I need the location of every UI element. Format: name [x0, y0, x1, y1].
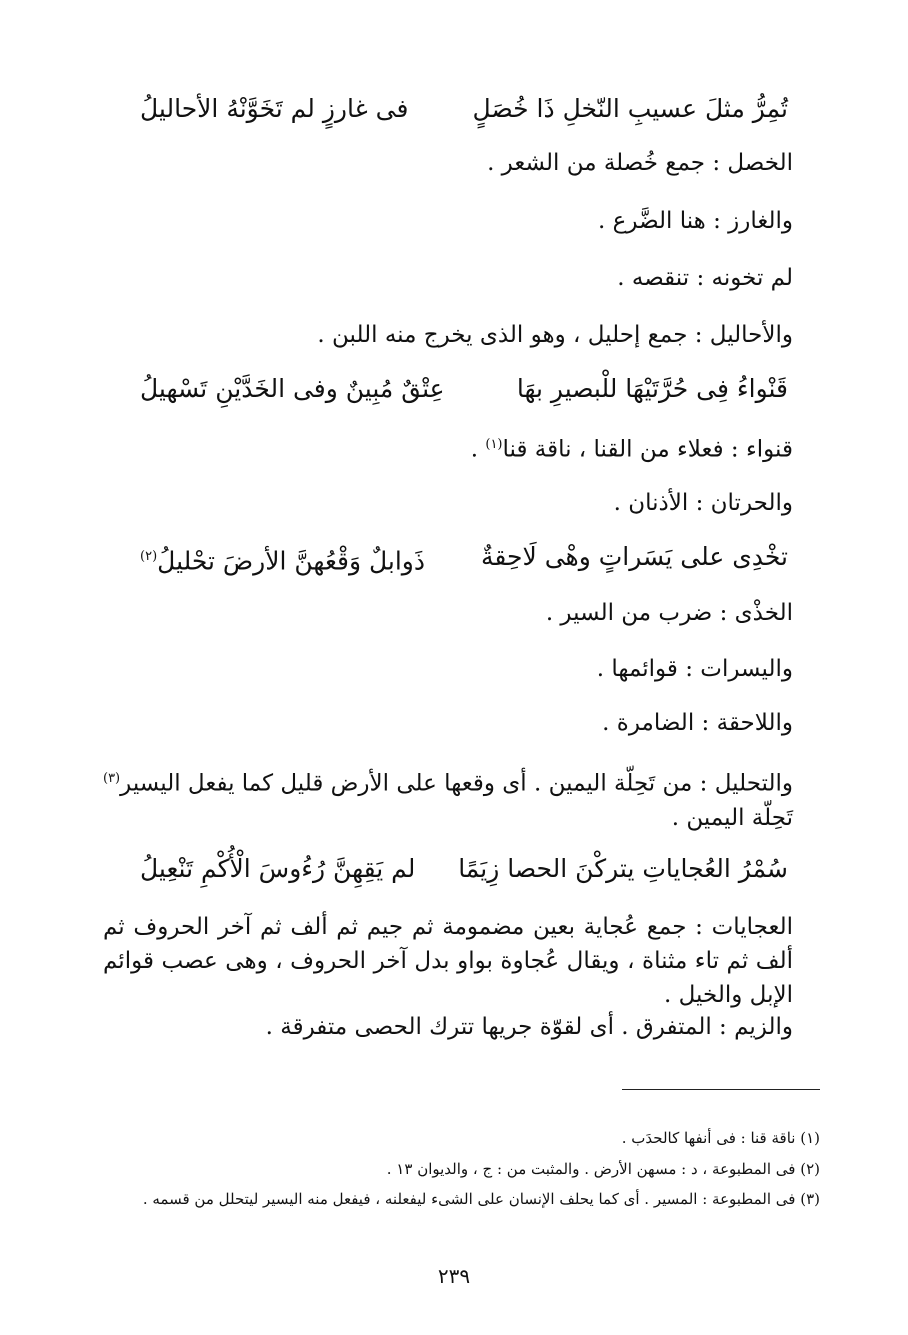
verse-3-second-hemistich — [140, 540, 425, 578]
verse-1-second-hemistich: فى غارزٍ لم تَخَوَّنْهُ الأحاليلُ — [140, 94, 409, 123]
verse-2-second-hemistich: عِتْقٌ مُبِينٌ وفى الخَدَّيْنِ تَسْهيلُ — [140, 374, 445, 403]
footnote-ref-3[interactable]: (٣) — [102, 771, 121, 786]
verse-2-first-hemistich: قَنْواءُ فِى حُرَّتَيْهَا للْبصيرِ بهَا — [516, 374, 788, 403]
verse-1 — [0, 92, 908, 126]
footnote-ref-1[interactable]: (١) — [485, 437, 503, 452]
gloss-line: والأحاليل : جمع إحليل ، وهو الذى يخرج منه اللبن . — [317, 322, 793, 348]
gloss-line: واللاحقة : الضامرة . — [602, 710, 793, 736]
gloss-text: قنواء : فعلاء من القنا ، ناقة قنا — [502, 436, 793, 463]
gloss-line: الخصل : جمع خُصلة من الشعر . — [487, 150, 793, 176]
footnote-1: (١) ناقة قنا : فى أنفها كالحدَب . — [621, 1129, 820, 1147]
footnote-2: (٢) فى المطبوعة ، د : مسهن الأرض . والمثبت من : ج ، والديوان ١٣ . — [386, 1160, 820, 1178]
footnote-3: (٣) فى المطبوعة : المسير . أى كما يحلف الإنسان على الشىء ليفعلنه ، فيفعل منه اليسير ليتحلل من قسمه . — [142, 1190, 820, 1208]
verse-3 — [0, 540, 908, 574]
page-number: ٢٣٩ — [437, 1264, 471, 1288]
gloss-line: والغارز : هنا الضَّرع . — [598, 208, 793, 234]
gloss-line: واليسرات : قوائمها . — [596, 656, 793, 682]
paragraph-tail: تَحِلّة اليمين . — [671, 804, 793, 831]
verse-1-first-hemistich: تُمِرُّ مثلَ عسيبِ النّخلِ ذَا خُصَلٍ — [472, 94, 788, 123]
footnote-separator — [622, 1089, 820, 1090]
gloss-line — [471, 430, 793, 465]
verse-4-second-hemistich: لم يَقِهِنَّ رُءُوسَ الْأُكْمِ تَنْعِيلُ — [140, 854, 416, 883]
footnote-ref-2[interactable]: (٢) — [140, 549, 158, 564]
verse-2 — [0, 372, 908, 406]
gloss-line: الخذْى : ضرب من السير . — [545, 600, 793, 626]
verse-4 — [0, 852, 908, 886]
gloss-line: والزيم : المتفرق . أى لقوّة جريها تترك الحصى متفرقة . — [265, 1014, 793, 1040]
verse-3-second-text: ذَوابلٌ وَقْعُهنَّ الأرضَ تحْليلُ — [157, 546, 426, 576]
verse-4-first-hemistich: سُمْرُ العُجاياتِ يتركْنَ الحصا زِيَمًا — [458, 854, 788, 883]
gloss-line: والحرتان : الأذنان . — [613, 490, 793, 516]
gloss-line: لم تخونه : تنقصه . — [617, 265, 793, 291]
paragraph-text: والتحليل : من تَحِلّة اليمين . أى وقعها على الأرض قليل كما يفعل اليسير — [120, 770, 793, 797]
gloss-paragraph-ajayat: العجايات : جمع عُجاية بعين مضمومة ثم جيم ثم ألف ثم آخر الحروف ثم ألف ثم تاء مثناة ، ويقال عُجاوة بواو بدل آخر الحروف ، وهى عصب قوائم الإبل والخيل . — [103, 914, 793, 1008]
gloss-paragraph-tahlil — [103, 762, 793, 835]
verse-3-first-hemistich: تخْدِى على يَسَراتٍ وهْى لَاحِقةٌ — [481, 542, 788, 571]
gloss-tail: . — [470, 436, 486, 463]
